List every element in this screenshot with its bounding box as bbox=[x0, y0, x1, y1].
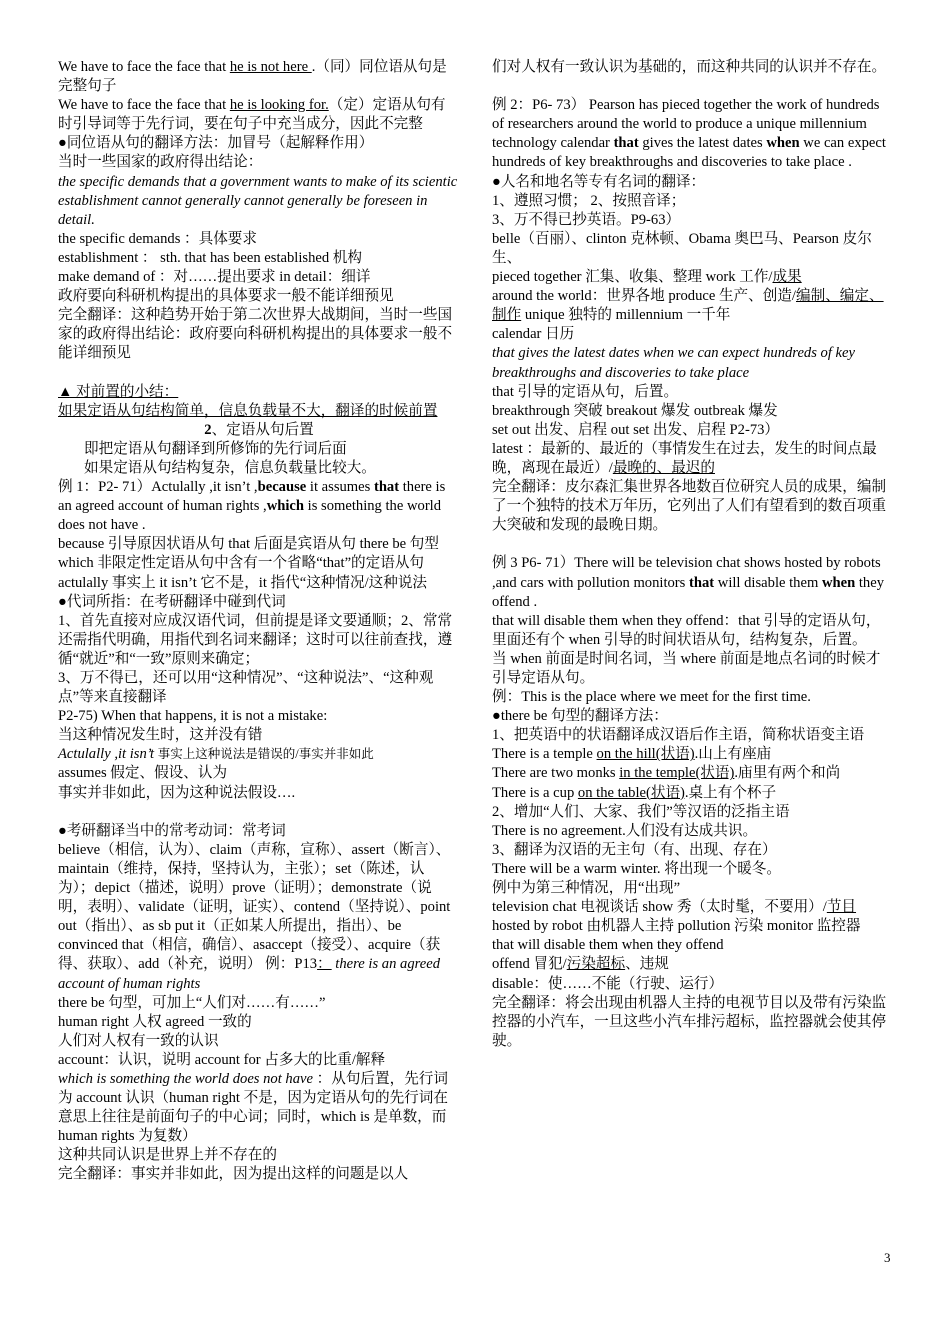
italic-text: there is an agreed account of human rights bbox=[58, 956, 441, 992]
paragraph: belle（百丽）、clinton 克林顿、Obama 奥巴马、Pearson 皮尔生、 bbox=[492, 230, 872, 266]
text: There is a temple bbox=[492, 746, 597, 763]
paragraph: 事实并非如此，因为这种说法假设…. bbox=[58, 784, 296, 801]
paragraph bbox=[492, 268, 894, 287]
paragraph bbox=[492, 764, 894, 783]
paragraph: 们对人权有一致认识为基础的，而这种共同的认识并不存在。 bbox=[492, 59, 887, 75]
underlined-text: 节目 bbox=[826, 899, 857, 916]
section-heading bbox=[58, 421, 460, 440]
spacer bbox=[58, 364, 460, 383]
underlined-text: on the table(状语) bbox=[577, 784, 685, 801]
text: .山上有座庙 bbox=[694, 746, 772, 763]
paragraph bbox=[58, 1070, 460, 1146]
right-column bbox=[492, 58, 894, 1051]
paragraph: disable：使……不能（行驶、运行） bbox=[492, 975, 724, 992]
paragraph: 2、增加“人们、大家、我们”等汉语的泛指主语 bbox=[492, 803, 790, 820]
paragraph: 如果定语从句结构复杂，信息负载量比较大。 bbox=[84, 459, 376, 476]
text: （定）定语从句有时引导词等于先行词，要在句子中充当成分，因此不完整 bbox=[58, 97, 446, 133]
text: offend 冒犯/ bbox=[492, 956, 567, 973]
paragraph: assumes 假定、假设、认为 bbox=[58, 765, 228, 782]
text: .（同）同位语从句是完整句子 bbox=[58, 59, 447, 95]
spacer bbox=[58, 803, 460, 822]
text: believe（相信，认为）、claim（声称，宣称）、assert（断言）、maintain（维持，保持，坚持认为，主张）；set（陈述，认为）；depict（描述，说明）prove（证明）；demonstrate（说明，表明）、validate（证明，证实）、contend（坚持说）、point out（指出）、as sb put it（正如某人所提出，指出）、be convinced that（相信，确信）、asaccept（接受）、acquire（获得、获取）、add（补充，说明） 例：P13 bbox=[58, 841, 451, 973]
underlined-text: ： bbox=[317, 956, 332, 973]
paragraph: 3、翻译为汉语的无主句（有、出现、存在） bbox=[492, 841, 777, 858]
paragraph: calendar 日历 bbox=[492, 326, 575, 343]
paragraph: 1、首先直接对应成汉语代词，但前提是译文要通顺；2、常常还需指代明确，用指代到名词来翻译；这时可以往前查找，遵循“就近”和“一致”原则来确定； bbox=[58, 612, 453, 667]
text: around the world：世界各地 produce 生产、创造/ bbox=[492, 288, 796, 305]
paragraph: P2-75) When that happens, it is not a mistake: bbox=[58, 708, 328, 725]
vocab-line: make demand of ：对……提出要求 in detail：细详 bbox=[58, 269, 371, 286]
paragraph bbox=[58, 745, 460, 764]
paragraph bbox=[58, 96, 460, 134]
bullet-heading: ●同位语从句的翻译方法：加冒号（起解释作用） bbox=[58, 135, 374, 152]
paragraph: 例：This is the place where we meet for the first time. bbox=[492, 689, 811, 706]
paragraph: that will disable them when they offend：that 引导的定语从句，里面还有个 when 引导的时间状语从句，结构复杂，后置。 bbox=[492, 612, 881, 648]
paragraph: 完全翻译：皮尔森汇集世界各地数百位研究人员的成果，编制了一个独特的技术万年历，它列出了人们有望看到的数百项重大突破和发现的最晚日期。 bbox=[492, 479, 887, 534]
bullet-heading: ●there be 句型的翻译方法： bbox=[492, 708, 668, 725]
vocab-line: the specific demands ：具体要求 bbox=[58, 230, 257, 247]
bold-text: when bbox=[766, 135, 800, 152]
italic-text: Actulally ,it isn’t bbox=[58, 746, 158, 763]
text: television chat 电视谈话 show 秀（太时髦，不要用）/ bbox=[492, 899, 827, 916]
paragraph: 3、万不得已，还可以用“这种情况”、“这种说法”、“这种观点”等来直接翻译 bbox=[58, 670, 434, 706]
underlined-text: 编制、编定、制作 bbox=[492, 288, 884, 324]
paragraph: 完全翻译：将会出现由机器人主持的电视节目以及带有污染监控器的小汽车，一旦这些小汽车排污超标，监控器就会使其停驶。 bbox=[492, 994, 887, 1049]
bold-text: that bbox=[689, 574, 715, 591]
example-paragraph bbox=[492, 96, 894, 172]
underlined-text: he is not here bbox=[229, 59, 312, 75]
text: latest ：最新的、最近的（事情发生在过去，发生的时间点最晚，离现在最近）/ bbox=[492, 440, 877, 476]
text: .庙里有两个和尚 bbox=[734, 765, 841, 782]
text: ：从句后置，先行词为 account 认识（human right 不是，因为定语从句的先行词在意思上往往是前面句子的中心词；同时，which is 是单数，而 human rights 为复数） bbox=[58, 1070, 448, 1145]
paragraph: account：认识，说明 account for 占多大的比重/解释 bbox=[58, 1051, 386, 1068]
bullet-heading: ●人名和地名等专有名词的翻译： bbox=[492, 173, 706, 190]
text: There is a cup bbox=[492, 784, 578, 801]
text: hosted by robot 由机器人主持 pollution 污染 monitor 监控器 bbox=[492, 918, 861, 935]
underlined-text: 污染超标 bbox=[566, 956, 626, 973]
example-paragraph bbox=[492, 554, 894, 611]
text: we can expect hundreds of key breakthroughs and discoveries to take place . bbox=[492, 135, 886, 171]
paragraph bbox=[492, 955, 894, 974]
paragraph bbox=[492, 440, 894, 478]
underlined-text: 成果 bbox=[772, 269, 802, 286]
left-column bbox=[58, 58, 460, 1185]
text: There are two monks bbox=[492, 765, 620, 782]
bullet-heading: ●考研翻译当中的常考动词：常考词 bbox=[58, 822, 286, 839]
text: they offend . bbox=[492, 574, 884, 610]
bold-text: that bbox=[613, 135, 639, 152]
paragraph: 3、万不得已抄英语。P9-63） bbox=[492, 211, 681, 228]
paragraph: that will disable them when they offend bbox=[492, 937, 724, 954]
paragraph: 人们对人权有一致的认识 bbox=[58, 1032, 219, 1049]
paragraph bbox=[492, 898, 894, 936]
underlined-text: 最晚的、最迟的 bbox=[612, 459, 715, 476]
paragraph: 政府要向科研机构提出的具体要求一般不能详细预见 bbox=[58, 288, 394, 305]
paragraph: 完全翻译：这种趋势开始于第二次世界大战期间，当时一些国家的政府得出结论：政府要向科研机构提出的具体要求一般不能详细预见 bbox=[58, 307, 453, 362]
vocab-line: establishment ： sth. that has been established 机构 bbox=[58, 249, 362, 266]
paragraph: There is no agreement.人们没有达成共识。 bbox=[492, 822, 758, 839]
paragraph: that 引导的定语从句，后置。 bbox=[492, 383, 679, 400]
text: unique 独特的 millennium 一千年 bbox=[521, 307, 731, 324]
text: 例 1：P2- 71）Actulally ,it isn’t , bbox=[58, 479, 258, 496]
underlined-text: on the hill(状语) bbox=[596, 746, 695, 763]
paragraph: 当这种情况发生时，这并没有错 bbox=[58, 727, 263, 744]
text: 例 2：P6- 73） Pearson has pieced together the work of hundreds of researchers around the world to produce a unique millennium technology calendar bbox=[492, 97, 880, 152]
text: 、违规 bbox=[625, 956, 669, 973]
page-number: 3 bbox=[884, 1250, 891, 1265]
summary-heading: ▲ 对前置的小结： bbox=[58, 383, 179, 400]
text: 例 3 P6- 71）There will be television chat shows hosted by robots ,and cars with pollution monitors bbox=[492, 555, 881, 591]
paragraph bbox=[492, 784, 894, 803]
example-sentence: the specific demands that a government wants to make of its scientic establishment cannot generally cannot generally be foreseen in detail. bbox=[58, 173, 458, 228]
paragraph: 完全翻译：事实并非如此，因为提出这样的问题是以人 bbox=[58, 1166, 409, 1183]
small-text: 事实上这种说法是错误的/事实并非如此 bbox=[157, 747, 374, 762]
text: is something the world does not have . bbox=[58, 498, 442, 534]
paragraph: human right 人权 agreed 一致的 bbox=[58, 1013, 252, 1030]
text: will disable them bbox=[714, 574, 822, 591]
paragraph: breakthrough 突破 breakout 爆发 outbreak 爆发 bbox=[492, 402, 778, 419]
paragraph: set out 出发、启程 out set 出发、启程 P2-73） bbox=[492, 421, 780, 438]
paragraph: 1、遵照习惯； 2、按照音译； bbox=[492, 192, 686, 209]
paragraph: there be 句型，可加上“人们对……有……” bbox=[58, 994, 326, 1011]
paragraph bbox=[58, 58, 460, 96]
paragraph: 这种共同认识是世界上并不存在的 bbox=[58, 1147, 277, 1164]
example-sentence: that gives the latest dates when we can expect hundreds of key breakthroughs and discoveries to take place bbox=[492, 345, 855, 381]
paragraph: 当 when 前面是时间名词，当 where 前面是地点名词的时候才引导定语从句。 bbox=[492, 650, 881, 686]
text: there is an agreed account of human rights , bbox=[58, 479, 446, 515]
spacer bbox=[492, 535, 894, 554]
bold-text: because bbox=[257, 479, 307, 496]
bold-text: that bbox=[373, 479, 400, 496]
underlined-text: he is looking for. bbox=[229, 97, 329, 114]
paragraph bbox=[492, 287, 894, 325]
paragraph: because 引导原因状语从句 that 后面是宾语从句 there be 句型 which 非限定性定语从句中含有一个省略“that”的定语从句 bbox=[58, 536, 439, 572]
italic-text: which is something the world does not have bbox=[58, 1070, 317, 1087]
paragraph: 当时一些国家的政府得出结论： bbox=[58, 154, 263, 171]
text: pieced together 汇集、收集、整理 work 工作/ bbox=[492, 269, 773, 286]
text: gives the latest dates bbox=[638, 135, 767, 152]
text: .桌上有个杯子 bbox=[684, 784, 777, 801]
summary-text: 如果定语从句结构简单，信息负载量不大，翻译的时候前置 bbox=[58, 402, 438, 419]
paragraph: There will be a warm winter. 将出现一个暖冬。 bbox=[492, 860, 781, 877]
underlined-text: in the temple(状语) bbox=[619, 765, 735, 782]
text: it assumes bbox=[306, 479, 374, 496]
bullet-heading: ●代词所指：在考研翻译中碰到代词 bbox=[58, 593, 286, 610]
paragraph bbox=[58, 841, 460, 994]
spacer bbox=[492, 77, 894, 96]
paragraph: 即把定语从句翻译到所修饰的先行词后面 bbox=[84, 440, 347, 457]
paragraph: 例中为第三种情况，用“出现” bbox=[492, 880, 681, 897]
text: We have to face the face that bbox=[58, 97, 230, 114]
paragraph: 1、把英语中的状语翻译成汉语后作主语，简称状语变主语 bbox=[492, 727, 865, 744]
paragraph bbox=[492, 745, 894, 764]
heading-text: 、定语从句后置 bbox=[211, 421, 314, 438]
paragraph: actulally 事实上 it isn’t 它不是，it 指代“这种情况/这种说法 bbox=[58, 574, 428, 591]
bold-text: which bbox=[266, 498, 305, 515]
text: We have to face the face that bbox=[58, 59, 230, 75]
heading-number: 2 bbox=[204, 421, 212, 438]
example-paragraph bbox=[58, 478, 460, 535]
bold-text: when bbox=[821, 574, 856, 591]
